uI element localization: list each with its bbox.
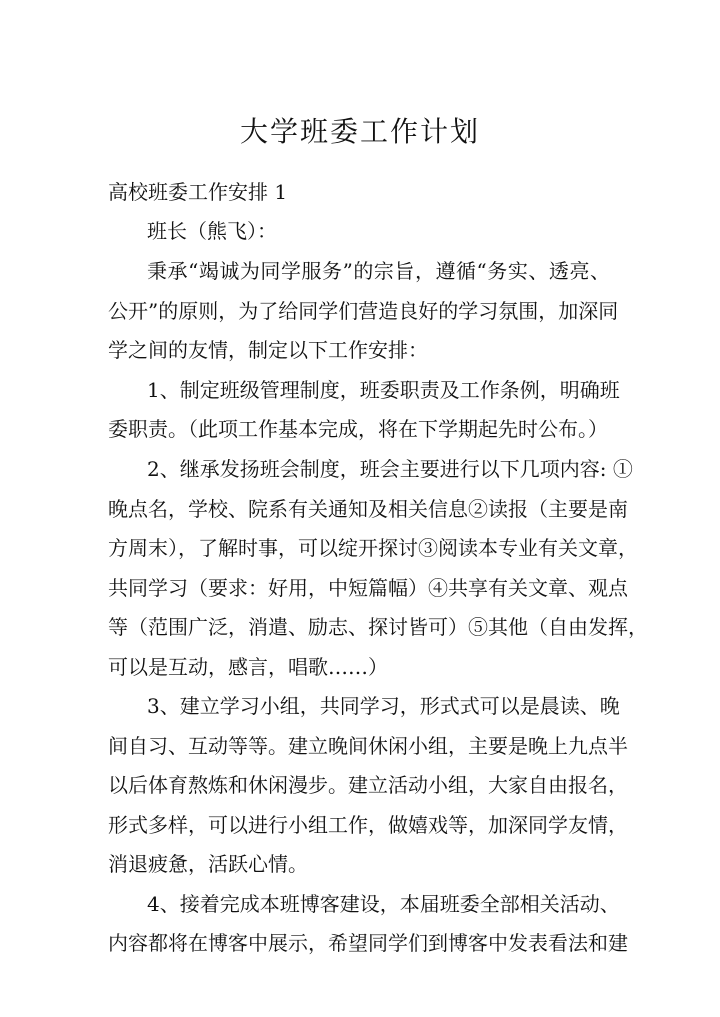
paragraph-line: 班长（熊飞）： (147, 219, 277, 243)
paragraph-line: 4、接着完成本班博客建设，本届班委全部相关活动、 (147, 892, 620, 916)
paragraph-line: 学之间的友情，制定以下工作安排： (108, 338, 428, 362)
section-subtitle: 高校班委工作安排 1 (108, 180, 288, 204)
paragraph-line: 间自习、互动等等。建立晚间休闲小组，主要是晚上九点半 (108, 734, 628, 758)
paragraph-line: 秉承“竭诚为同学服务”的宗旨，遵循“务实、透亮、 (147, 259, 610, 283)
paragraph-line: 消退疲惫，活跃心情。 (108, 852, 308, 876)
paragraph-line: 内容都将在博客中展示，希望同学们到博客中发表看法和建 (108, 931, 628, 955)
paragraph-line: 委职责。（此项工作基本完成，将在下学期起先时公布。） (108, 417, 608, 441)
paragraph-line: 方周末），了解时事，可以绽开探讨③阅读本专业有关文章， (108, 536, 638, 560)
paragraph-line: 共同学习（要求：好用，中短篇幅）④共享有关文章、观点 (108, 576, 628, 600)
paragraph-line: 以后体育熬炼和休闲漫步。建立活动小组，大家自由报名， (108, 773, 628, 797)
paragraph-line: 形式多样，可以进行小组工作，做嬉戏等，加深同学友情， (108, 813, 628, 837)
paragraph-line: 3、建立学习小组，共同学习，形式式可以是晨读、晚 (147, 694, 620, 718)
paragraph-line: 晚点名，学校、院系有关通知及相关信息②读报（主要是南 (108, 497, 628, 521)
document-title: 大学班委工作计划 (239, 115, 480, 148)
paragraph-line: 可以是互动，感言，唱歌……） (108, 655, 388, 679)
paragraph-line: 2、继承发扬班会制度，班会主要进行以下几项内容: ① (147, 457, 633, 481)
paragraph-line: 等（范围广泛，消遣、励志、探讨皆可）⑤其他（自由发挥， (108, 615, 648, 639)
paragraph-line: 公开”的原则，为了给同学们营造良好的学习氛围，加深同 (108, 299, 619, 323)
paragraph-line: 1、制定班级管理制度，班委职责及工作条例，明确班 (147, 378, 620, 402)
